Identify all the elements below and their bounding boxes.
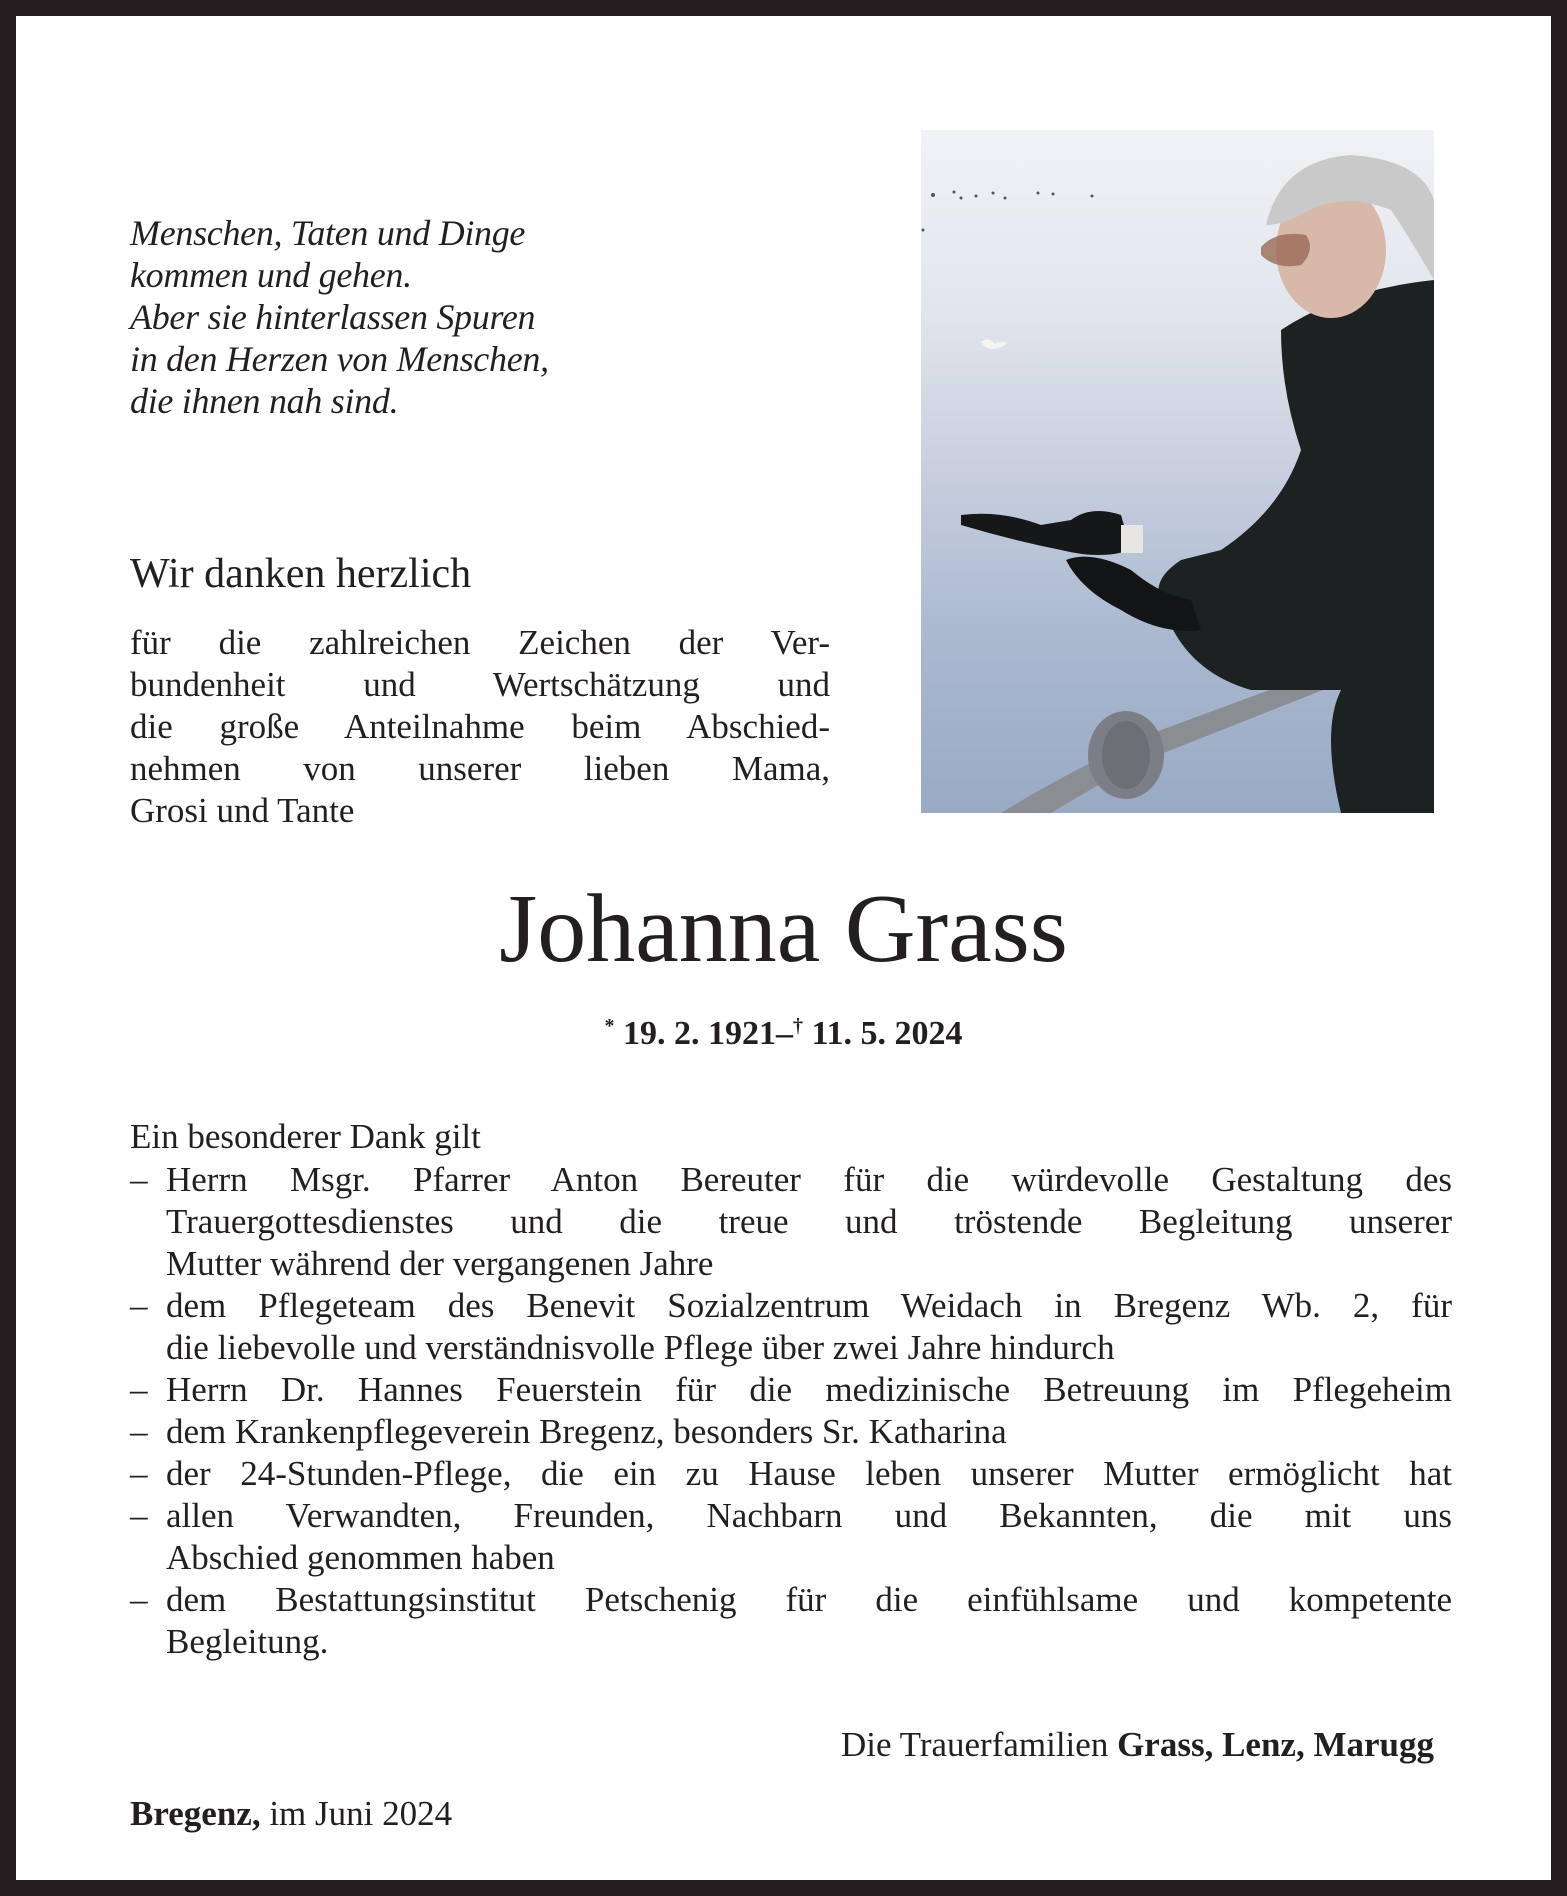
item-line: die liebevolle und verständnisvolle Pflege über zwei Jahre hindurch (166, 1328, 1115, 1367)
item-line: dem Krankenpflegeverein Bregenz, besonders Sr. Katharina (166, 1412, 1007, 1451)
obituary-page (16, 16, 1551, 1880)
thanks-line: für die zahlreichen Zeichen der Ver- (130, 623, 830, 662)
date: im Juni 2024 (260, 1794, 453, 1833)
dash-bullet: – (130, 1412, 148, 1451)
special-thanks-list (130, 1159, 1452, 1663)
death-date: 11. 5. 2024 (811, 1015, 963, 1052)
birth-symbol: * (604, 1015, 615, 1037)
birds-flock (922, 191, 1094, 232)
poem-line: die ihnen nah sind. (130, 381, 399, 421)
seagull (981, 339, 1007, 349)
place: Bregenz, (130, 1794, 261, 1833)
deceased-name: Johanna Grass (499, 875, 1068, 983)
place-and-date (130, 1793, 452, 1835)
date-separator: – (775, 1015, 793, 1052)
list-item (130, 1159, 1452, 1285)
poem-line: Menschen, Taten und Dinge (130, 213, 526, 253)
poem-line: Aber sie hinterlassen Spuren (130, 297, 536, 337)
dash-bullet: – (130, 1496, 148, 1535)
death-symbol: † (792, 1015, 803, 1037)
sunglasses (1261, 234, 1310, 266)
list-item (130, 1453, 1452, 1495)
memorial-poem (130, 212, 650, 422)
list-item (130, 1369, 1452, 1411)
left-glove (961, 511, 1131, 555)
item-line: dem Pflegeteam des Benevit Sozialzentrum Weidach in Bregenz Wb. 2, für (166, 1286, 1452, 1325)
item-line: Herrn Msgr. Pfarrer Anton Bereuter für die würdevolle Gestaltung des (166, 1160, 1452, 1199)
life-dates (16, 1006, 1551, 1054)
dash-bullet: – (130, 1370, 148, 1409)
family-names: Grass, Lenz, Marugg (1117, 1725, 1434, 1764)
item-line: Abschied genommen haben (166, 1538, 555, 1577)
dash-bullet: – (130, 1580, 148, 1619)
dash-bullet: – (130, 1286, 148, 1325)
thanks-line: bundenheit und Wertschätzung und (130, 665, 830, 704)
thanks-line: nehmen von unserer lieben Mama, (130, 749, 830, 788)
item-line: dem Bestattungsinstitut Petschenig für die einfühlsame und kompetente (166, 1580, 1452, 1619)
poem-line: in den Herzen von Menschen, (130, 339, 549, 379)
list-item (130, 1285, 1452, 1369)
poem-line: kommen und gehen. (130, 255, 412, 295)
signature-prefix: Die Trauerfamilien (841, 1725, 1118, 1764)
item-line: Begleitung. (166, 1622, 329, 1661)
item-line: allen Verwandten, Freunden, Nachbarn und Bekannten, die mit uns (166, 1496, 1452, 1535)
thanks-line: Grosi und Tante (130, 791, 355, 830)
list-item (130, 1579, 1452, 1663)
thanks-heading: Wir danken herzlich (130, 551, 472, 597)
portrait-photo (921, 130, 1434, 813)
item-line: Trauergottesdienstes und die treue und tröstende Begleitung unserer (166, 1202, 1452, 1241)
item-line: Herrn Dr. Hannes Feuerstein für die medizinische Betreuung im Pflegeheim (166, 1370, 1452, 1409)
birth-date: 19. 2. 1921 (622, 1015, 776, 1052)
thanks-paragraph (130, 622, 830, 832)
dash-bullet: – (130, 1454, 148, 1493)
item-line: Mutter während der vergangenen Jahre (166, 1244, 714, 1283)
signature-families (841, 1724, 1434, 1766)
thanks-line: die große Anteilnahme beim Abschied- (130, 707, 830, 746)
dash-bullet: – (130, 1160, 148, 1199)
portrait-illustration (921, 130, 1434, 813)
special-thanks-intro: Ein besonderer Dank gilt (130, 1117, 481, 1156)
item-line: der 24-Stunden-Pflege, die ein zu Hause leben unserer Mutter ermöglicht hat (166, 1454, 1452, 1493)
list-item (130, 1495, 1452, 1579)
list-item (130, 1411, 1452, 1453)
cuff (1121, 525, 1143, 553)
